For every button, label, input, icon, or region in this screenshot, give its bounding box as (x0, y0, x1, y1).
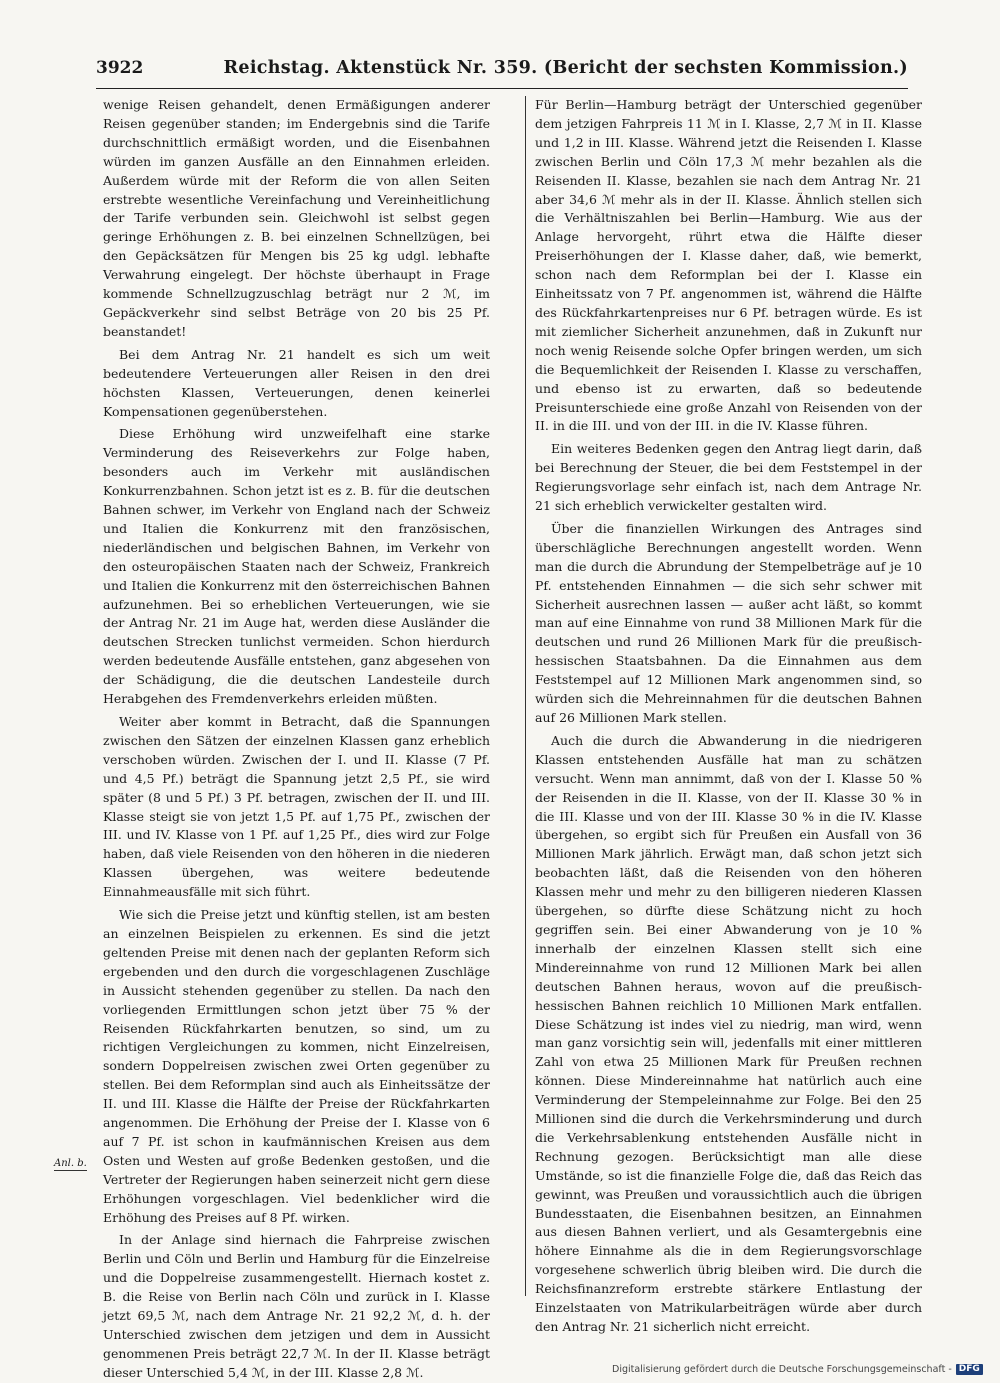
paragraph: Wie sich die Preise jetzt und künftig stellen, ist am besten an einzelnen Beispielen zu erkennen. Es sind die jetzt geltenden Preise mit denen nach der geplanten Reform sich ergebenden und den durch die vorgeschlagenen Zuschläge in Aussicht stehenden gegenüber zu stellen. Da nach den vorliegenden Ermittlungen schon jetzt über 75 % der Reisenden Rückfahrkarten benutzen, so sind, um zu richtigen Vergleichungen zu kommen, nicht Einzelreisen, sondern Doppelreisen zwischen zwei Orten gegenüber zu stellen. Bei dem Reformplan sind auch als Einheitssätze der II. und III. Klasse die Hälfte der Preise der Rückfahrkarten angenommen. Die Erhöhung der Preise der I. Klasse von 6 auf 7 Pf. ist schon in kaufmännischen Kreisen aus dem Osten und Westen auf große Bedenken gestoßen, und die Vertreter der Regierungen haben seinerzeit nicht gern diese Erhöhungen vorgeschlagen. Viel bedenklicher wird die Erhöhung des Preises auf 8 Pf. wirken. (103, 907, 490, 1225)
running-head: Reichstag. Aktenstück Nr. 359. (Bericht der sechsten Kommission.) (223, 58, 908, 78)
footer-credit (612, 1364, 980, 1375)
footer-credit-text: Digitalisierung gefördert durch die Deutsche Forschungsgemeinschaft - (612, 1364, 952, 1375)
paragraph: Für Berlin—Hamburg beträgt der Unterschied gegenüber dem jetzigen Fahrpreis 11 ℳ in I. Klasse, 2,7 ℳ in II. Klasse und 1,2 in III. Klasse. Während jetzt die Reisenden I. Klasse zwischen Berlin und Cöln 17,3 ℳ mehr bezahlen als die Reisenden II. Klasse, bezahlen sie nach dem Antrag Nr. 21 aber 34,6 ℳ mehr als in der II. Klasse. Ähnlich stellen sich die Verhältniszahlen bei Berlin—Hamburg. Wie aus der Anlage hervorgeht, rührt etwa die Hälfte dieser Preiserhöhungen der I. Klasse daher, daß, wie bemerkt, schon nach dem Reformplan bei der I. Klasse ein Einheitssatz von 7 Pf. angenommen ist, während die Hälfte des Rückfahrkartenpreises nur 6 Pf. betragen würde. Es ist mit ziemlicher Sicherheit anzunehmen, daß in Zukunft nur noch wenig Reisende solche Opfer bringen werden, um sich die Bequemlichkeit der Reisenden I. Klasse zu verschaffen, und ebenso ist zu erwarten, daß so bedeutende Preisunterschiede eine große Anzahl von Reisenden von der II. in die III. und von der III. in die IV. Klasse führen. (535, 97, 922, 434)
left-column (103, 96, 490, 1380)
paragraph: Auch die durch die Abwanderung in die niedrigeren Klassen entstehenden Ausfälle hat man zu schätzen versucht. Wenn man annimmt, daß von der I. Klasse 50 % der Reisenden in die II. Klasse, von der II. Klasse 30 % in die III. Klasse und von der III. Klasse 30 % in die IV. Klasse übergehen, so ergibt sich für Preußen ein Ausfall von 36 Millionen Mark jährlich. Erwägt man, daß schon jetzt sich beobachten läßt, daß die Reisenden von den höheren Klassen mehr und mehr zu den billigeren niederen Klassen übergehen, so dürfte diese Schätzung nicht zu hoch gegriffen sein. Bei einer Abwanderung von je 10 % innerhalb der einzelnen Klassen stellt sich eine Mindereinnahme von rund 12 Millionen Mark bei allen deutschen Bahnen heraus, wovon auf die preußisch-hessischen Bahnen reichlich 10 Millionen Mark entfallen. Diese Schätzung ist indes viel zu niedrig, man wird, wenn man ganz vorsichtig sein will, jedenfalls mit einer mittleren Zahl von etwa 25 Millionen Mark für Preußen rechnen können. Diese Mindereinnahme hat natürlich auch eine Verminderung der Stempeleinnahme zur Folge. Bei den 25 Millionen sind die durch die Verkehrsminderung und durch die Verkehrsablenkung entstehenden Ausfälle nicht in Rechnung gezogen. Berücksichtigt man alle diese Umstände, so ist die finanzielle Folge die, daß das Reich das gewinnt, was Preußen und voraussichtlich auch die übrigen Bundesstaaten, die Eisenbahnen besitzen, an Einnahmen aus diesen Bahnen verliert, und als Gesamtergebnis eine höhere Einnahme als die in dem Regierungsvorschlage vorgesehene schwerlich übrig bleiben wird. Die durch die Reichsfinanzreform erstrebte stärkere Entlastung der Einzelstaaten von Matrikularbeiträgen würde aber durch den Antrag Nr. 21 sicherlich nicht erreicht. (535, 732, 922, 1334)
header-rule (96, 88, 908, 89)
paragraph: Ein weiteres Bedenken gegen den Antrag liegt darin, daß bei Berechnung der Steuer, die bei dem Feststempel in der Regierungsvorlage sehr einfach ist, nach dem Antrage Nr. 21 sich erheblich verwickelter gestalten wird. (535, 441, 922, 514)
paragraph: Diese Erhöhung wird unzweifelhaft eine starke Verminderung des Reiseverkehrs zur Folge haben, besonders auch im Verkehr mit ausländischen Konkurrenzbahnen. Schon jetzt ist es z. B. für die deutschen Bahnen schwer, im Verkehr von England nach der Schweiz und Italien die Konkurrenz mit den französischen, niederländischen und belgischen Bahnen, im Verkehr von den osteuropäischen Staaten nach der Schweiz, Frankreich und Italien die Konkurrenz mit den österreichischen Bahnen aufzunehmen. Bei so erheblichen Verteuerungen, wie sie der Antrag Nr. 21 im Auge hat, werden diese Ausländer die deutschen Strecken tunlichst vermeiden. Schon hierdurch werden bedeutende Ausfälle entstehen, ganz abgesehen von der Schädigung, die die deutschen Landesteile durch Herabgehen des Fremdenverkehrs erleiden müßten. (103, 426, 490, 707)
page-number: 3922 (96, 58, 144, 78)
margin-note: Anl. b. (54, 1158, 87, 1169)
paragraph: Weiter aber kommt in Betracht, daß die Spannungen zwischen den Sätzen der einzelnen Klassen ganz erheblich verschoben würden. Zwischen der I. und II. Klasse (7 Pf. und 4,5 Pf.) beträgt die Spannung jetzt 2,5 Pf., sie wird später (8 und 5 Pf.) 3 Pf. betragen, zwischen der II. und III. Klasse steigt sie von jetzt 1,5 Pf. auf 1,75 Pf., zwischen der III. und IV. Klasse von 1 Pf. auf 1,25 Pf., dies wird zur Folge haben, daß viele Reisenden von den höheren in die niederen Klassen übergehen, was weitere bedeutende Einnahmeausfälle mit sich führt. (103, 714, 490, 900)
dfg-logo: DFG (956, 1364, 983, 1375)
paragraph: wenige Reisen gehandelt, denen Ermäßigungen anderer Reisen gegenüber standen; im Endergebnis sind die Tarife durchschnittlich ermäßigt worden, und die Eisenbahnen würden im ganzen Ausfälle an den Einnahmen erleiden. Außerdem würde mit der Reform die von allen Seiten erstrebte wesentliche Vereinfachung und Vereinheitlichung der Tarife verbunden sein. Gleichwohl ist selbst gegen geringe Erhöhungen z. B. bei einzelnen Schnellzügen, bei den Gepäcksätzen für Mengen bis 25 kg udgl. lebhafte Verwahrung eingelegt. Der höchste überhaupt in Frage kommende Schnellzugzuschlag beträgt nur 2 ℳ, im Gepäckverkehr sind selbst Beträge von 20 bis 25 Pf. beanstandet! (103, 97, 490, 339)
paragraph: Über die finanziellen Wirkungen des Antrages sind überschlägliche Berechnungen angestellt worden. Wenn man die durch die Abrundung der Stempelbeträge auf je 10 Pf. entstehenden Einnahmen — die sich sehr schwer mit Sicherheit ausrechnen lassen — außer acht läßt, so kommt man auf eine Einnahme von rund 38 Millionen Mark für die deutschen und rund 26 Millionen Mark für die preußisch-hessischen Staatsbahnen. Da die Einnahmen aus dem Feststempel auf 12 Millionen Mark angenommen sind, so würden sich die Mehreinnahmen für die deutschen Bahnen auf 26 Millionen Mark stellen. (535, 520, 922, 725)
right-column (535, 96, 922, 1334)
paragraph: Bei dem Antrag Nr. 21 handelt es sich um weit bedeutendere Verteuerungen aller Reisen in den drei höchsten Klassen, Verteuerungen, denen keinerlei Kompensationen gegenüberstehen. (103, 346, 490, 419)
paragraph: In der Anlage sind hiernach die Fahrpreise zwischen Berlin und Cöln und Berlin und Hamburg für die Einzelreise und die Doppelreise zusammengestellt. Hiernach kostet z. B. die Reise von Berlin nach Cöln und zurück in I. Klasse jetzt 69,5 ℳ, nach dem Antrage Nr. 21 92,2 ℳ, d. h. der Unterschied zwischen dem jetzigen und dem in Aussicht genommenen Preis beträgt 22,7 ℳ. In der II. Klasse beträgt dieser Unterschied 5,4 ℳ, in der III. Klasse 2,8 ℳ. (103, 1232, 490, 1380)
column-divider (525, 96, 526, 1296)
page-header (96, 58, 908, 88)
